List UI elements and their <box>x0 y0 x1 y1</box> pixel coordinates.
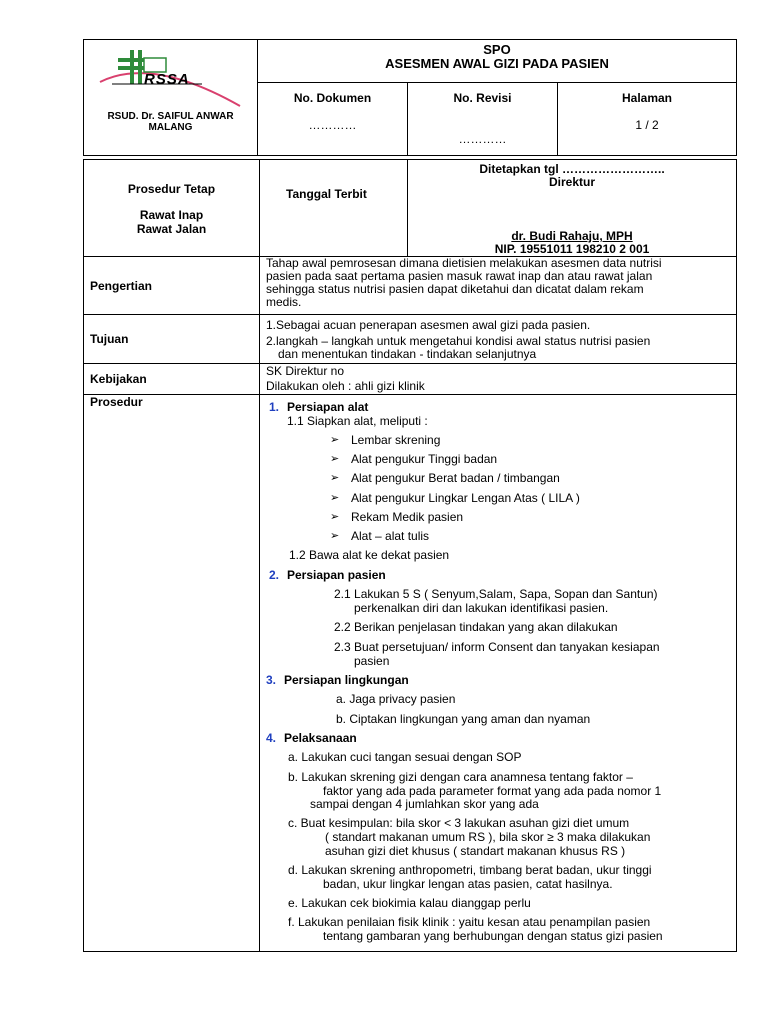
prosedur-tetap: Prosedur Tetap <box>127 182 216 196</box>
rule <box>736 39 737 156</box>
rule <box>83 951 737 952</box>
section-1-title: Persiapan alat <box>287 400 369 414</box>
step-4-c: c. Buat kesimpulan: bila skor < 3 lakukan asuhan gizi diet umum <box>288 816 630 830</box>
rule <box>257 82 737 83</box>
arrow-icon: ➢ <box>330 434 340 446</box>
logo-text: RSSA <box>144 71 190 88</box>
section-2-title: Persiapan pasien <box>287 568 386 582</box>
tanggal-terbit: Tanggal Terbit <box>286 187 367 201</box>
tool-item: Alat pengukur Berat badan / timbangan <box>351 471 560 485</box>
arrow-icon: ➢ <box>330 511 340 523</box>
step-1-2: 1.2 Bawa alat ke dekat pasien <box>289 548 450 562</box>
step-4-f-cont: tentang gambaran yang berhubungan dengan status gizi pasien <box>323 929 663 943</box>
rule <box>83 363 737 364</box>
step-4-e: e. Lakukan cek biokimia kalau dianggap perlu <box>288 896 531 910</box>
pengertian-line: Tahap awal pemrosesan dimana dietisien melakukan asesmen data nutrisi <box>266 256 662 270</box>
kebijakan-1: SK Direktur no <box>266 364 345 378</box>
step-4-b-cont: faktor yang ada pada parameter format yang ada pada nomor 1 <box>323 784 662 798</box>
revision-value: ………… <box>458 132 507 146</box>
doc-number-label: No. Dokumen <box>293 91 372 105</box>
section-3-title: Persiapan lingkungan <box>284 673 409 687</box>
step-2-2: 2.2 Berikan penjelasan tindakan yang akan dilakukan <box>334 620 618 634</box>
section-1-number: 1. <box>269 400 280 414</box>
tool-item: Rekam Medik pasien <box>351 510 464 524</box>
hospital-name: RSUD. Dr. SAIFUL ANWAR <box>107 111 234 122</box>
ditetapkan-tgl: Ditetapkan tgl …………………….. <box>479 162 665 176</box>
step-3-a: a. Jaga privacy pasien <box>336 692 456 706</box>
rule <box>736 159 737 952</box>
rawat-inap: Rawat Inap <box>139 208 204 222</box>
step-4-d: d. Lakukan skrening anthropometri, timbang berat badan, ukur tinggi <box>288 863 652 877</box>
rule <box>83 159 737 160</box>
step-2-1: 2.1 Lakukan 5 S ( Senyum,Salam, Sapa, Sopan dan Santun) <box>334 587 658 601</box>
tujuan-label: Tujuan <box>90 332 129 346</box>
tool-item: Alat pengukur Lingkar Lengan Atas ( LILA ) <box>351 491 580 505</box>
arrow-icon: ➢ <box>330 472 340 484</box>
step-4-c-cont: asuhan gizi diet khusus ( standart makanan khusus RS ) <box>325 844 626 858</box>
arrow-icon: ➢ <box>330 492 340 504</box>
step-2-3-cont: pasien <box>354 654 390 668</box>
rule <box>83 394 737 395</box>
arrow-icon: ➢ <box>330 453 340 465</box>
logo-box <box>144 58 166 72</box>
direktur-label: Direktur <box>548 175 595 189</box>
pengertian-line: medis. <box>266 295 302 309</box>
tool-item: Lembar skrening <box>351 433 441 447</box>
step-3-b: b. Ciptakan lingkungan yang aman dan nyaman <box>336 712 591 726</box>
step-1-1: 1.1 Siapkan alat, meliputi : <box>287 414 428 428</box>
page-label: Halaman <box>621 91 673 105</box>
director-nip: NIP. 19551011 198210 2 001 <box>494 242 650 256</box>
rule <box>83 159 84 952</box>
rule <box>83 314 737 315</box>
tool-item: Alat pengukur Tinggi badan <box>351 452 498 466</box>
section-3-number: 3. <box>266 673 277 687</box>
hospital-city: MALANG <box>148 122 193 133</box>
step-2-3: 2.3 Buat persetujuan/ inform Consent dan tanyakan kesiapan <box>334 640 660 654</box>
pengertian-label: Pengertian <box>90 279 153 293</box>
kebijakan-2: Dilakukan oleh : ahli gizi klinik <box>266 379 425 393</box>
tujuan-2: 2.langkah – langkah untuk mengetahui kondisi awal status nutrisi pasien <box>266 334 651 348</box>
step-4-d-cont: badan, ukur lingkar lengan atas pasien, catat hasilnya. <box>323 877 613 891</box>
tool-item: Alat – alat tulis <box>351 529 430 543</box>
rule <box>83 39 737 40</box>
prosedur-label: Prosedur <box>90 395 143 409</box>
page-number: 1 / 2 <box>635 118 659 132</box>
pengertian-text <box>266 257 730 309</box>
doc-number-value: ………… <box>308 118 357 132</box>
tujuan-2-cont: dan menentukan tindakan - tindakan selanjutnya <box>278 347 537 361</box>
hospital-logo <box>92 44 242 110</box>
rule <box>259 159 260 952</box>
step-4-b-cont: sampai dengan 4 jumlahkan skor yang ada <box>310 797 539 811</box>
director-name: dr. Budi Rahaju, MPH <box>511 229 633 243</box>
step-4-c-cont: ( standart makanan umum RS ), bila skor ≥ 3 maka dilakukan <box>325 830 651 844</box>
section-4-title: Pelaksanaan <box>284 731 357 745</box>
section-4-number: 4. <box>266 731 277 745</box>
tujuan-1: 1.Sebagai acuan penerapan asesmen awal gizi pada pasien. <box>266 318 591 332</box>
revision-label: No. Revisi <box>453 91 512 105</box>
spo-label: SPO <box>483 42 511 57</box>
section-2-number: 2. <box>269 568 280 582</box>
rule <box>83 39 84 156</box>
rawat-jalan: Rawat Jalan <box>136 222 207 236</box>
step-4-f: f. Lakukan penilaian fisik klinik : yaitu kesan atau penampilan pasien <box>288 915 651 929</box>
arrow-icon: ➢ <box>330 530 340 542</box>
step-4-b: b. Lakukan skrening gizi dengan cara anamnesa tentang faktor – <box>288 770 633 784</box>
step-2-1-cont: perkenalkan diri dan lakukan identifikasi pasien. <box>354 601 609 615</box>
document-title: ASESMEN AWAL GIZI PADA PASIEN <box>385 56 609 71</box>
kebijakan-label: Kebijakan <box>90 372 147 386</box>
pengertian-line: pasien pada saat pertama pasien masuk rawat inap dan atau rawat jalan <box>266 269 653 283</box>
rule <box>83 155 737 156</box>
pengertian-line: sehingga status nutrisi pasien dapat diketahui dan dicatat dalam rekam <box>266 282 644 296</box>
step-4-a: a. Lakukan cuci tangan sesuai dengan SOP <box>288 750 522 764</box>
